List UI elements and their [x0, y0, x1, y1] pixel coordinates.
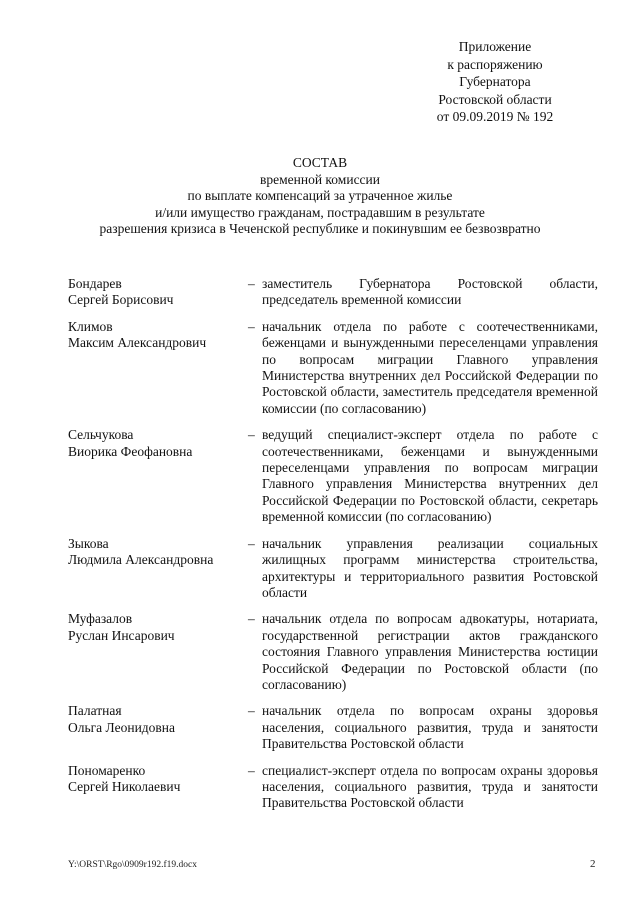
member-entry — [68, 427, 598, 525]
member-dash: – — [248, 611, 255, 627]
appendix-line: Приложение — [458, 39, 532, 54]
file-path-footer: Y:\ORST\Rgo\0909r192.f19.docx — [68, 860, 197, 870]
member-role: начальник отдела по работе с соотечественниками, беженцами и вынужденными переселенцами управления по вопросам миграции Главного управления Министерства внутренних дел Российской Федерации по Ростовской области, заместитель председателя временной комиссии (по согласованию) — [262, 318, 598, 416]
member-given-names: Сергей Николаевич — [68, 778, 181, 794]
member-dash: – — [248, 318, 255, 334]
heading-title: СОСТАВ — [292, 155, 348, 170]
member-given-names: Руслан Инсарович — [68, 627, 175, 643]
member-entry — [68, 276, 598, 309]
member-surname: Сельчукова — [68, 427, 134, 443]
member-entry — [68, 319, 598, 417]
member-entry — [68, 611, 598, 693]
member-dash: – — [248, 762, 255, 778]
page-number: 2 — [590, 858, 596, 870]
member-surname: Муфазалов — [68, 611, 133, 627]
member-surname: Климов — [68, 318, 113, 334]
member-surname: Зыкова — [68, 535, 109, 551]
appendix-line: Губернатора — [459, 74, 531, 89]
member-name — [68, 427, 248, 525]
appendix-line: Ростовской области — [438, 91, 552, 107]
member-role: ведущий специалист-эксперт отдела по работе с соотечественниками, беженцами и вынужденными переселенцами управления по вопросам миграции Главного управления Министерства внутренних дел Российской Федерации по Ростовской области, секретарь временной комиссии (по согласованию) — [262, 427, 598, 525]
appendix-date-line: от 09.09.2019 № 192 — [436, 109, 554, 124]
document-heading — [40, 155, 600, 238]
member-role: начальник отдела по вопросам адвокатуры, нотариата, государственной регистрации актов гражданского состояния Главного управления Министерства юстиции Российской Федерации по Ростовской области (по согласованию) — [262, 611, 598, 692]
member-role: заместитель Губернатора Ростовской области, председатель временной комиссии — [262, 276, 598, 308]
member-dash: – — [248, 703, 255, 719]
member-name — [68, 703, 248, 752]
member-name — [68, 536, 248, 602]
heading-line: и/или имущество гражданам, пострадавшим в результате — [155, 204, 485, 220]
members-list — [68, 276, 598, 822]
member-given-names: Людмила Александровна — [68, 552, 214, 568]
appendix-block — [395, 38, 595, 126]
member-name — [68, 611, 248, 693]
member-dash: – — [248, 535, 255, 551]
member-role: начальник отдела по вопросам охраны здоровья населения, социального развития, труда и занятости Правительства Ростовской области — [262, 703, 598, 752]
member-entry — [68, 763, 598, 812]
member-name — [68, 319, 248, 417]
member-entry — [68, 536, 598, 602]
member-given-names: Ольга Леонидовна — [68, 719, 176, 735]
member-dash: – — [248, 276, 255, 291]
member-surname: Бондарев — [68, 276, 122, 291]
member-surname: Пономаренко — [68, 762, 146, 778]
member-given-names: Виорика Феофановна — [68, 443, 193, 459]
member-dash: – — [248, 427, 255, 443]
heading-line: временной комиссии — [259, 171, 381, 187]
member-entry — [68, 703, 598, 752]
heading-line: разрешения кризиса в Чеченской республике и покинувшим ее безвозвратно — [99, 221, 541, 236]
member-role: специалист-эксперт отдела по вопросам охраны здоровья населения, социального развития, труда и занятости Правительства Ростовской области — [262, 762, 598, 811]
appendix-line: к распоряжению — [447, 56, 543, 72]
heading-line: по выплате компенсаций за утраченное жилье — [187, 188, 453, 203]
member-given-names: Сергей Борисович — [68, 292, 174, 308]
member-name — [68, 763, 248, 812]
member-name — [68, 276, 248, 309]
member-role: начальник управления реализации социальных жилищных программ министерства строительства, архитектуры и территориального развития Ростовской области — [262, 535, 598, 600]
member-given-names: Максим Александрович — [68, 335, 207, 351]
member-surname: Палатная — [68, 703, 122, 719]
